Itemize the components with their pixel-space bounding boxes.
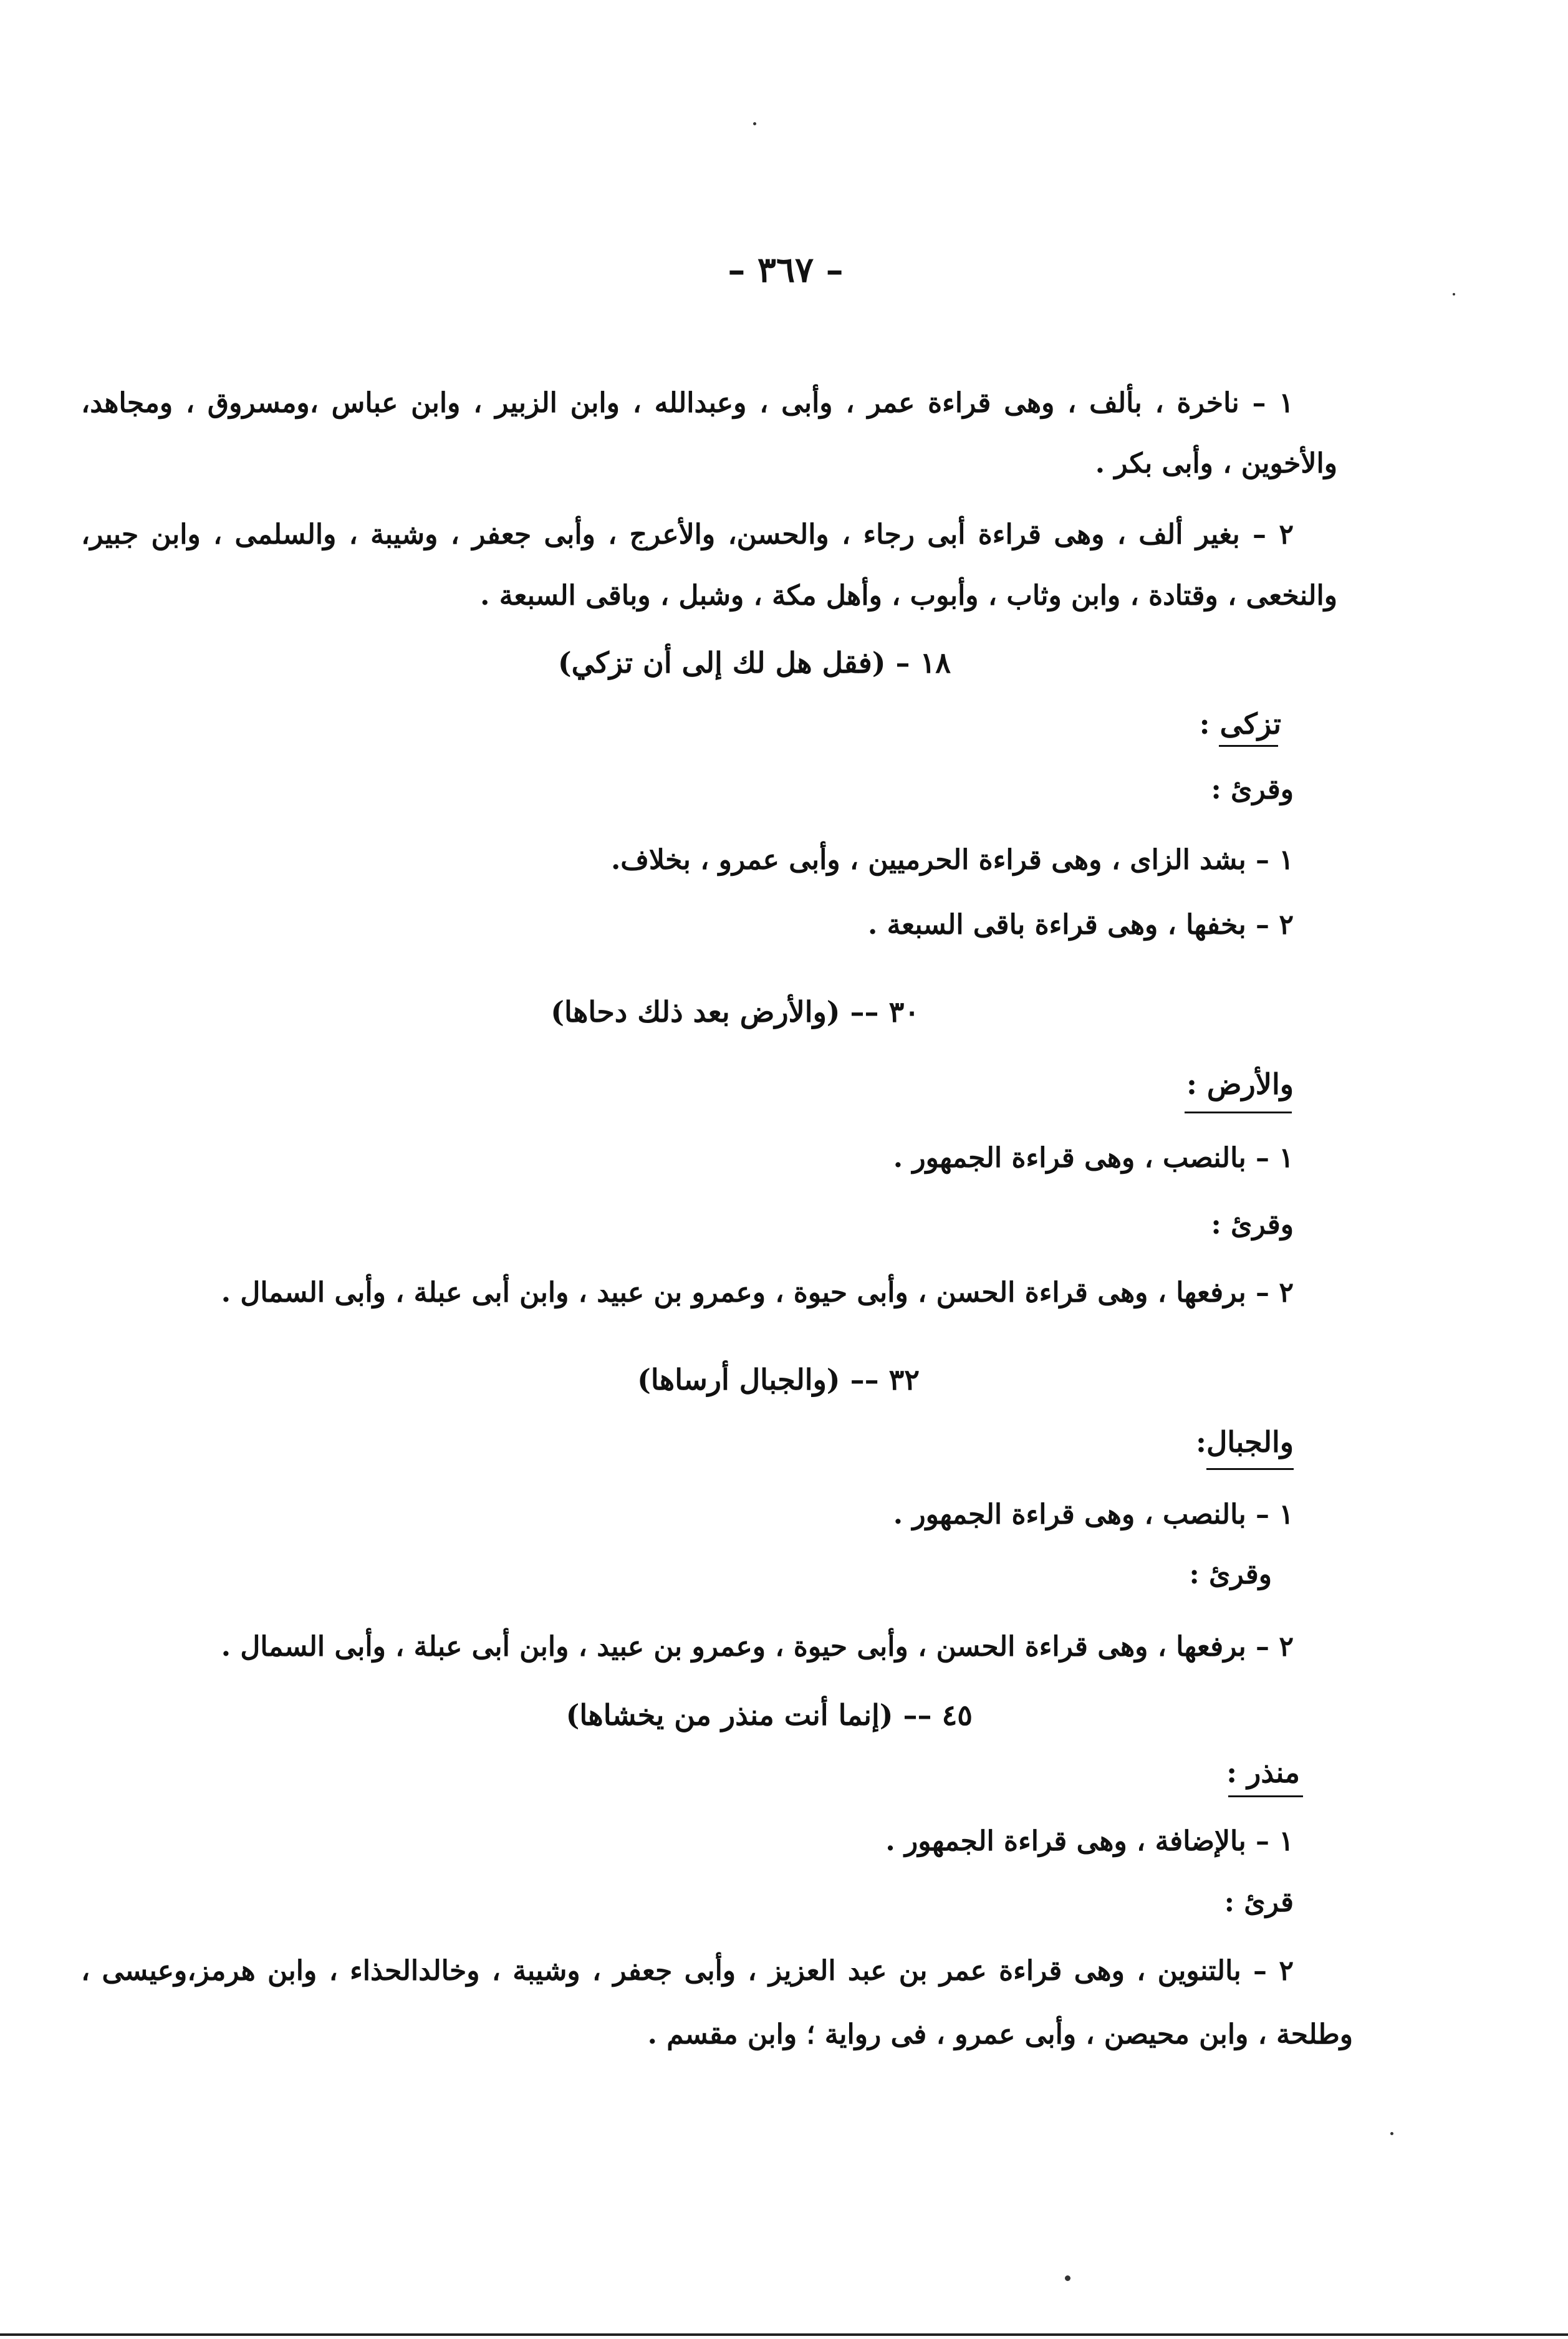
word-underline xyxy=(1206,1468,1294,1470)
qurii-label: وقرئ : xyxy=(1211,774,1294,805)
reading-line: ١ – ناخرة ، بألف ، وهى قراءة عمر ، وأبى ، وعبدالله ، وابن الزبير ، وابن عباس ،ومسروق ، ومجاهد، xyxy=(81,387,1294,419)
reading-line: ٢ – بغير ألف ، وهى قراءة أبى رجاء ، والحسن، والأعرج ، وأبى جعفر ، وشيبة ، والسلمى ، وابن جبير، xyxy=(81,519,1294,550)
word-underline xyxy=(1219,745,1278,747)
scan-speck xyxy=(1065,2275,1070,2281)
reading-line: والأخوين ، وأبى بكر . xyxy=(1095,448,1337,479)
reading-line: ١ – بشد الزاى ، وهى قراءة الحرميين ، وأبى عمرو ، بخلاف. xyxy=(610,844,1294,876)
reading-line: ٢ – برفعها ، وهى قراءة الحسن ، وأبى حيوة ، وعمرو بن عبيد ، وابن أبى عبلة ، وأبى السمال . xyxy=(221,1277,1294,1309)
reading-line: ٢ – بخفها ، وهى قراءة باقى السبعة . xyxy=(867,909,1294,941)
qurii-label: قرئ : xyxy=(1224,1886,1294,1918)
word-underline xyxy=(1185,1112,1292,1113)
scan-speck xyxy=(1453,293,1455,295)
scan-speck xyxy=(753,122,756,125)
reading-line: ١ – بالنصب ، وهى قراءة الجمهور . xyxy=(893,1142,1294,1174)
word-underline xyxy=(1228,1795,1303,1797)
page-edge-rule xyxy=(0,2333,1568,2336)
scan-speck xyxy=(1390,2132,1393,2135)
qurii-label: وقرئ : xyxy=(1189,1559,1272,1590)
reading-line: ١ – بالنصب ، وهى قراءة الجمهور . xyxy=(893,1499,1294,1530)
reading-line: ٢ – برفعها ، وهى قراءة الحسن ، وأبى حيوة ، وعمرو بن عبيد ، وابن أبى عبلة ، وأبى السمال . xyxy=(221,1631,1294,1663)
reading-line: ٢ – بالتنوين ، وهى قراءة عمر بن عبد العزيز ، وأبى جعفر ، وشيبة ، وخالدالحذاء ، وابن هرمز،وعيسى ، xyxy=(81,1955,1294,1987)
verse-heading: ٣٢ –– (والجبال أرساها) xyxy=(637,1363,920,1396)
reading-line: ١ – بالإضافة ، وهى قراءة الجمهور . xyxy=(885,1825,1294,1857)
verse-heading: ١٨ – (فقل هل لك إلى أن تزكي) xyxy=(557,646,951,680)
reading-line: وطلحة ، وابن محيصن ، وأبى عمرو ، فى رواية ؛ وابن مقسم . xyxy=(647,2019,1353,2050)
verse-heading: ٣٠ –– (والأرض بعد ذلك دحاها) xyxy=(551,995,920,1029)
word-heading: والجبال: xyxy=(1195,1425,1294,1459)
verse-heading: ٤٥ –– (إنما أنت منذر من يخشاها) xyxy=(565,1698,973,1732)
word-heading: والأرض : xyxy=(1186,1067,1294,1101)
qurii-label: وقرئ : xyxy=(1211,1209,1294,1241)
reading-line: والنخعى ، وقتادة ، وابن وثاب ، وأبوب ، وأهل مكة ، وشبل ، وباقى السبعة . xyxy=(480,580,1337,612)
page-number: – ٣٦٧ – xyxy=(728,249,844,291)
word-heading: تزكى : xyxy=(1199,707,1281,741)
word-heading: منذر : xyxy=(1226,1755,1300,1789)
